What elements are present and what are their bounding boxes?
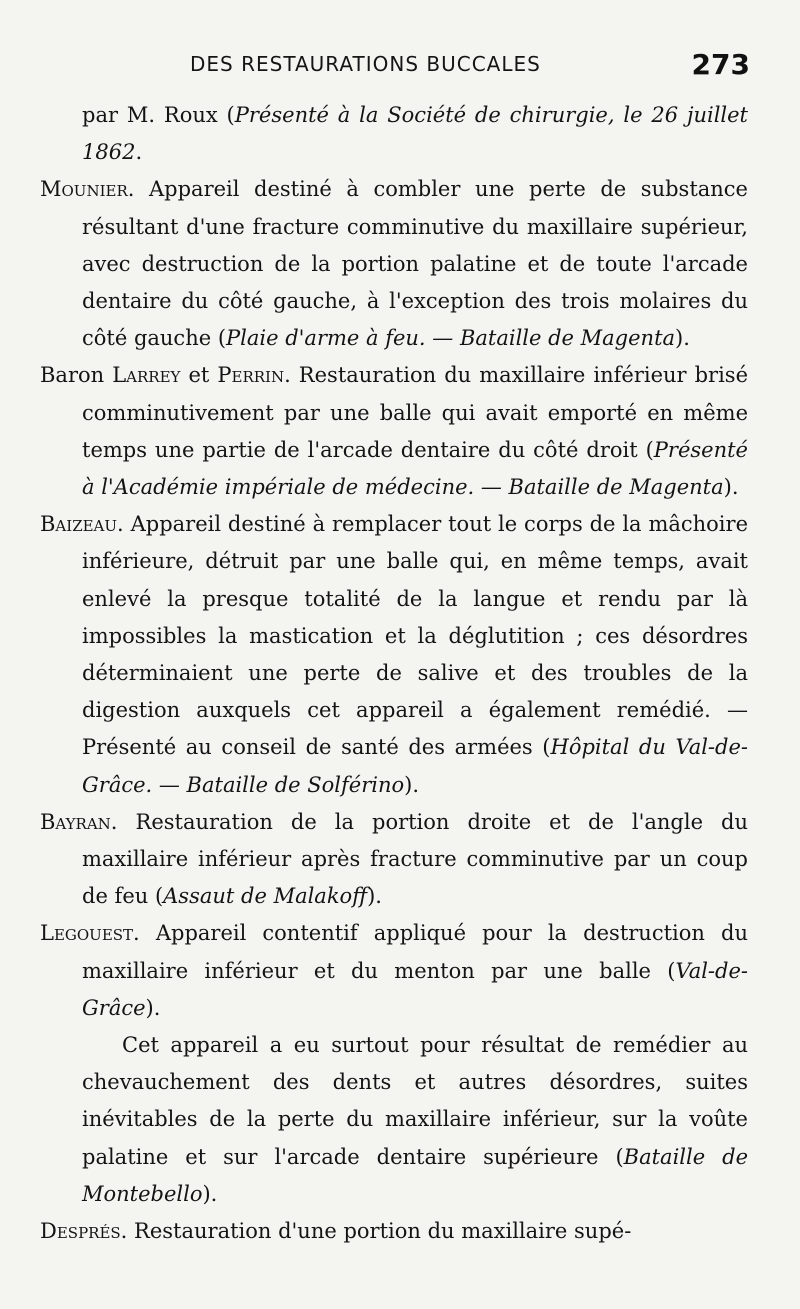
page-header bbox=[60, 44, 760, 84]
entry-baizeau: Baizeau. Appareil destiné à remplacer tout le corps de la mâchoire inférieure, détruit par une balle qui, en même temps, avait enlevé la presque totalité de la langue et rendu par là impossibles la mastication et la déglutition ; ces désordres déterminaient une perte de salive et des troubles de la digestion auxquels cet appareil a également remédié. — Présenté au conseil de santé des armées (Hôpital du Val-de-Grâce. — Bataille de Solférino). bbox=[40, 512, 748, 797]
entry-legouest-note: Cet appareil a eu surtout pour résultat de remédier au chevauchement des dents et autres désordres, suites inévitables de la perte du maxillaire inférieur, sur la voûte palatine et sur l'arcade dentaire supérieure (Bataille de Montebello). bbox=[82, 1033, 748, 1206]
entry-roux-continuation: par M. Roux (Présenté à la Société de chirurgie, le 26 juillet 1862. bbox=[82, 103, 748, 165]
page-number: 273 bbox=[691, 48, 750, 81]
author-name: Legouest. bbox=[40, 921, 140, 946]
entry-mounier: Mounier. Appareil destiné à combler une perte de substance résultant d'une fracture comminutive du maxillaire supérieur, avec destruction de la portion palatine et de toute l'arcade dentaire du côté gauche, à l'exception des trois molaires du côté gauche (Plaie d'arme à feu. — Bataille de Magenta). bbox=[40, 177, 748, 351]
author-name: Després. bbox=[40, 1219, 128, 1244]
entry-despres: Després. Restauration d'une portion du maxillaire supé- bbox=[40, 1219, 632, 1244]
running-title: DES RESTAURATIONS BUCCALES bbox=[190, 52, 541, 76]
author-name: Perrin. bbox=[217, 363, 291, 388]
author-name: Larrey bbox=[112, 363, 181, 388]
author-name: Mounier. bbox=[40, 177, 135, 202]
entry-legouest: Legouest. Appareil contentif appliqué pour la destruction du maxillaire inférieur et du menton par une balle (Val-de-Grâce). bbox=[40, 921, 748, 1020]
text-body bbox=[40, 97, 748, 1250]
author-name: Bayran. bbox=[40, 809, 118, 834]
entry-bayran: Bayran. Restauration de la portion droite et de l'angle du maxillaire inférieur après fracture comminutive par un coup de feu (Assaut de Malakoff). bbox=[40, 809, 748, 909]
author-name: Baizeau. bbox=[40, 512, 124, 537]
entry-larrey-perrin: Baron Larrey et Perrin. Restauration du maxillaire inférieur brisé comminutivement par une balle qui avait emporté en même temps une partie de l'arcade dentaire du côté droit (Présenté à l'Académie impériale de médecine. — Bataille de Magenta). bbox=[40, 363, 748, 500]
